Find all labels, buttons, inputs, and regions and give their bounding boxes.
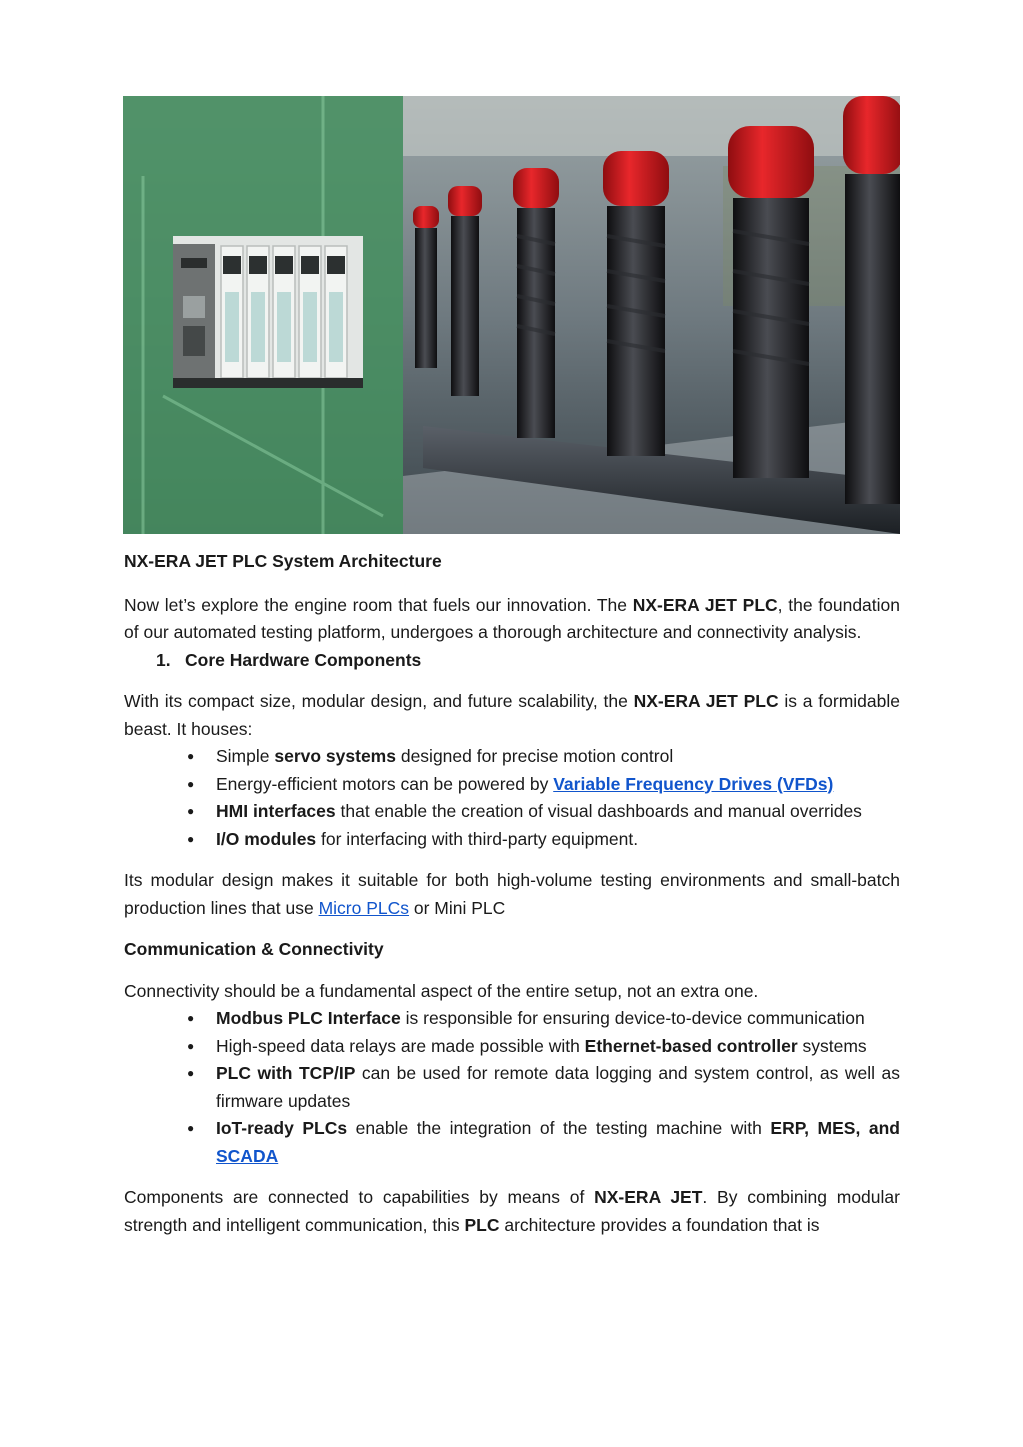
scada-link[interactable]: SCADA	[216, 1145, 279, 1166]
bullet-icon: ●	[187, 831, 195, 846]
bullet-icon: ●	[187, 776, 195, 791]
communication-heading: Communication & Connectivity	[124, 939, 384, 959]
bullet-icon: ●	[187, 749, 195, 763]
list-item: ● PLC with TCP/IP can be used for remote data logging and system control, as well as firmware updates	[124, 1060, 900, 1115]
communication-list	[124, 1005, 900, 1170]
list-item: ● Simple servo systems designed for precise motion control	[124, 743, 900, 771]
bullet-icon: ●	[187, 1066, 195, 1080]
closing-paragraph: Components are connected to capabilities by means of NX-ERA JET. By combining modular strength and intelligent communication, this PLC architecture provides a foundation that is	[124, 1187, 900, 1235]
numbered-item-core-hardware	[124, 647, 900, 675]
numbered-list	[124, 647, 900, 675]
modular-paragraph: Its modular design makes it suitable for both high-volume testing environments and small-batch production lines that use Micro PLCs or Mini PLC	[124, 870, 900, 918]
section-title: NX-ERA JET PLC System Architecture	[124, 551, 442, 571]
list-item: ● HMI interfaces that enable the creation of visual dashboards and manual overrides	[124, 798, 900, 826]
article-body	[124, 548, 900, 1239]
list-item: ● Modbus PLC Interface is responsible for ensuring device-to-device communication	[124, 1005, 900, 1033]
list-item: ● Energy-efficient motors can be powered by Variable Frequency Drives (VFDs)	[124, 771, 900, 799]
core-components-list	[124, 743, 900, 853]
list-item: ● IoT-ready PLCs enable the integration of the testing machine with ERP, MES, and SCADA	[124, 1115, 900, 1170]
subheading-core-hardware: Core Hardware Components	[185, 649, 422, 670]
bullet-icon: ●	[187, 1038, 195, 1053]
hero-image	[123, 96, 900, 534]
intro-paragraph: Now let’s explore the engine room that fuels our innovation. The NX-ERA JET PLC, the foundation of our automated testing platform, undergoes a thorough architecture and connectivity analysis.	[124, 594, 901, 642]
vfd-link[interactable]: Variable Frequency Drives (VFDs)	[553, 773, 834, 794]
core-paragraph: With its compact size, modular design, and future scalability, the NX-ERA JET PLC is a formidable beast. It houses:	[124, 691, 900, 739]
bullet-icon: ●	[187, 804, 195, 818]
bullet-icon: ●	[187, 1011, 195, 1025]
list-item: ● I/O modules for interfacing with third-party equipment.	[124, 826, 900, 854]
list-number: 1.	[156, 649, 171, 670]
plc-module-illustration	[173, 236, 363, 388]
communication-intro: Connectivity should be a fundamental aspect of the entire setup, not an extra one.	[124, 980, 759, 1001]
bullet-icon: ●	[187, 1121, 195, 1135]
list-item: ● High-speed data relays are made possible with Ethernet-based controller systems	[124, 1033, 900, 1061]
micro-plcs-link[interactable]: Micro PLCs	[318, 897, 410, 918]
